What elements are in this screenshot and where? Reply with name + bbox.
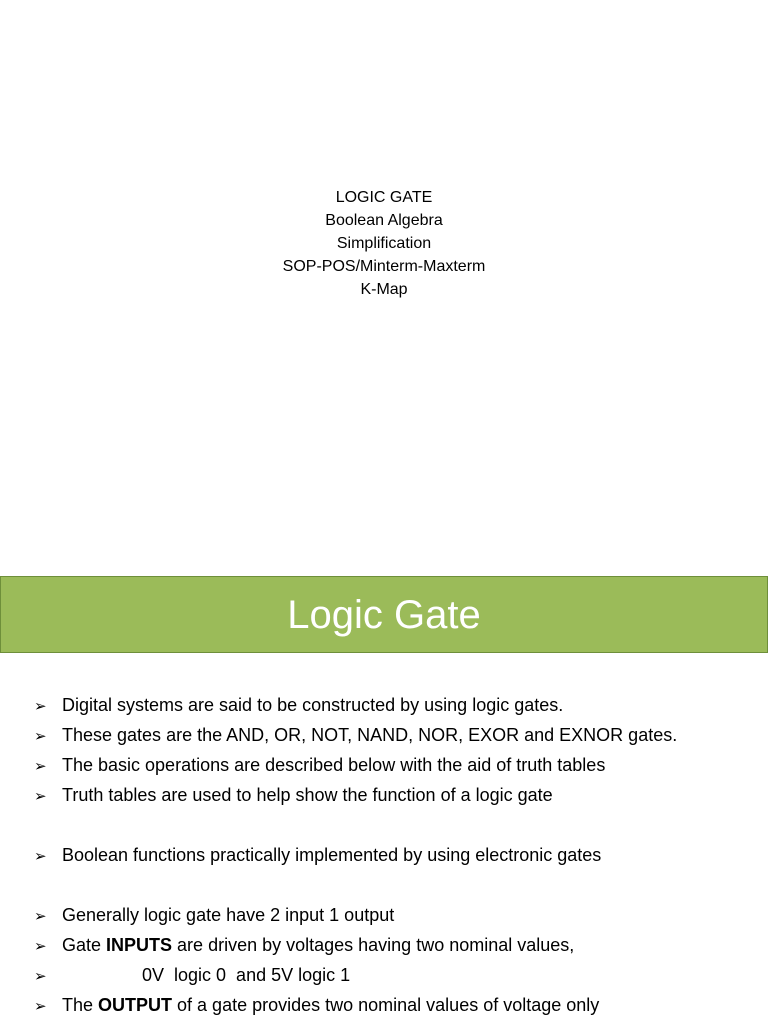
cover-title-line: Boolean Algebra: [325, 212, 443, 229]
bullet-item: [34, 990, 754, 1020]
arrow-bullet-icon: ➢: [34, 938, 47, 955]
bullet-text: [62, 930, 574, 960]
bullet-text: These gates are the AND, OR, NOT, NAND, NOR, EXOR and EXNOR gates.: [62, 725, 678, 745]
bullet-emphasis: OUTPUT: [98, 995, 173, 1015]
bullet-emphasis: INPUTS: [106, 935, 173, 955]
bullet-item: [34, 720, 754, 750]
bullet-text-part: of a gate provides two nominal values of voltage only: [172, 995, 600, 1015]
bullet-item: [34, 930, 754, 960]
bullet-text: 0V logic 0 and 5V logic 1: [142, 965, 351, 985]
bullet-text: Truth tables are used to help show the function of a logic gate: [62, 785, 553, 805]
cover-title-line: K-Map: [360, 281, 408, 298]
arrow-bullet-icon: ➢: [34, 728, 47, 745]
arrow-bullet-icon: ➢: [34, 698, 47, 715]
slide-title: Logic Gate: [287, 592, 481, 637]
bullet-item: [34, 780, 754, 810]
bullet-item: [34, 690, 754, 720]
cover-title-line: SOP-POS/Minterm-Maxterm: [282, 258, 486, 275]
bullet-text: The basic operations are described below with the aid of truth tables: [62, 755, 606, 775]
arrow-bullet-icon: ➢: [34, 968, 47, 985]
bullet-text-part: Gate: [62, 935, 107, 955]
cover-title-block: [0, 186, 768, 301]
bullet-text: Boolean functions practically implemented by using electronic gates: [62, 845, 602, 865]
bullet-item: [34, 750, 754, 780]
bullet-text: [62, 990, 599, 1020]
bullet-text: Generally logic gate have 2 input 1 output: [62, 905, 395, 925]
arrow-bullet-icon: ➢: [34, 788, 47, 805]
bullet-item: [34, 960, 754, 990]
bullet-item: [34, 900, 754, 930]
bullet-text: Digital systems are said to be constructed by using logic gates.: [62, 695, 564, 715]
arrow-bullet-icon: ➢: [34, 848, 47, 865]
arrow-bullet-icon: ➢: [34, 998, 47, 1015]
bullet-list: [34, 690, 754, 1020]
cover-title-line: Simplification: [336, 235, 432, 252]
bullet-text-part: are driven by voltages having two nominal values,: [172, 935, 575, 955]
bullet-text-part: The: [62, 995, 99, 1015]
bullet-item: [34, 840, 754, 870]
slide-title-banner: [0, 576, 768, 653]
cover-title-line: LOGIC GATE: [335, 189, 433, 206]
arrow-bullet-icon: ➢: [34, 908, 47, 925]
arrow-bullet-icon: ➢: [34, 758, 47, 775]
